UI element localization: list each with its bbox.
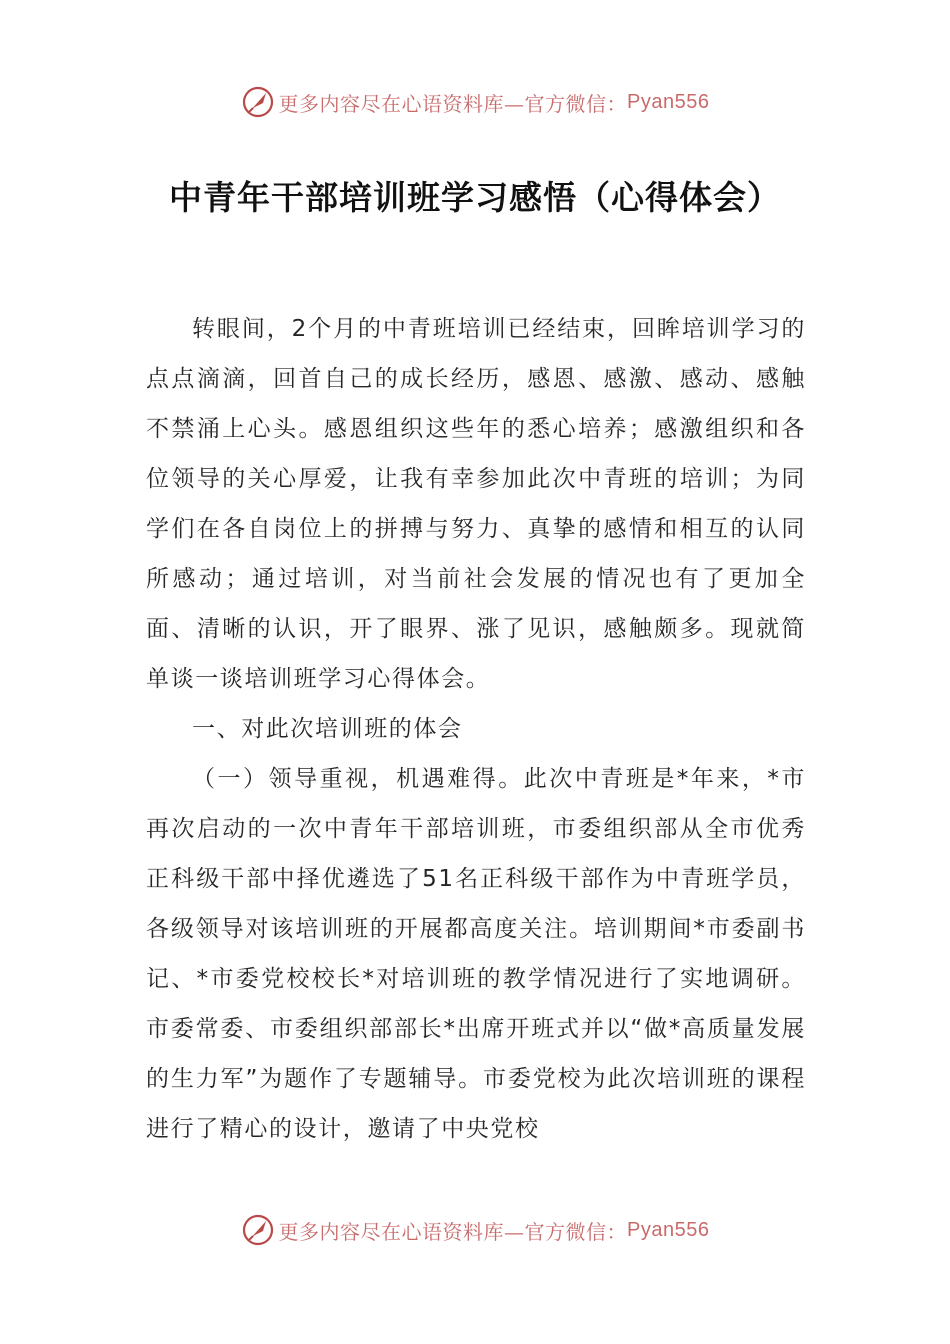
- quill-logo-icon: [241, 85, 275, 119]
- header-watermark: [0, 82, 950, 122]
- quill-logo-icon: [241, 1213, 275, 1247]
- paragraph-intro: 转眼间，2个月的中青班培训已经结束，回眸培训学习的点点滴滴，回首自己的成长经历，感恩、感激、感动、感触不禁涌上心头。感恩组织这些年的悉心培养；感激组织和各位领导的关心厚爱，让我有幸参加此次中青班的培训；为同学们在各自岗位上的拼搏与努力、真挚的感情和相互的认同所感动；通过培训，对当前社会发展的情况也有了更加全面、清晰的认识，开了眼界、涨了见识，感触颇多。现就简单谈一谈培训班学习心得体会。: [146, 316, 806, 692]
- document-body: [146, 304, 806, 1154]
- watermark-wechat-id: Pyan556: [627, 90, 710, 113]
- paragraph-section-one: （一）领导重视，机遇难得。此次中青班是*年来，*市再次启动的一次中青年干部培训班，市委组织部从全市优秀正科级干部中择优遴选了51名正科级干部作为中青班学员，各级领导对该培训班的开展都高度关注。培训期间*市委副书记、*市委党校校长*对培训班的教学情况进行了实地调研。市委常委、市委组织部部长*出席开班式并以“做*高质量发展的生力军”为题作了专题辅导。市委党校为此次培训班的课程进行了精心的设计，邀请了中央党校: [146, 766, 806, 1142]
- footer-watermark: [0, 1210, 950, 1250]
- watermark-text: 更多内容尽在心语资料库—官方微信：: [278, 91, 628, 116]
- watermark-wechat-id: Pyan556: [627, 1218, 710, 1241]
- document-title: 中青年干部培训班学习感悟（心得体会）: [169, 178, 781, 217]
- watermark-text: 更多内容尽在心语资料库—官方微信：: [278, 1219, 628, 1244]
- section-heading: 一、对此次培训班的体会: [192, 716, 463, 742]
